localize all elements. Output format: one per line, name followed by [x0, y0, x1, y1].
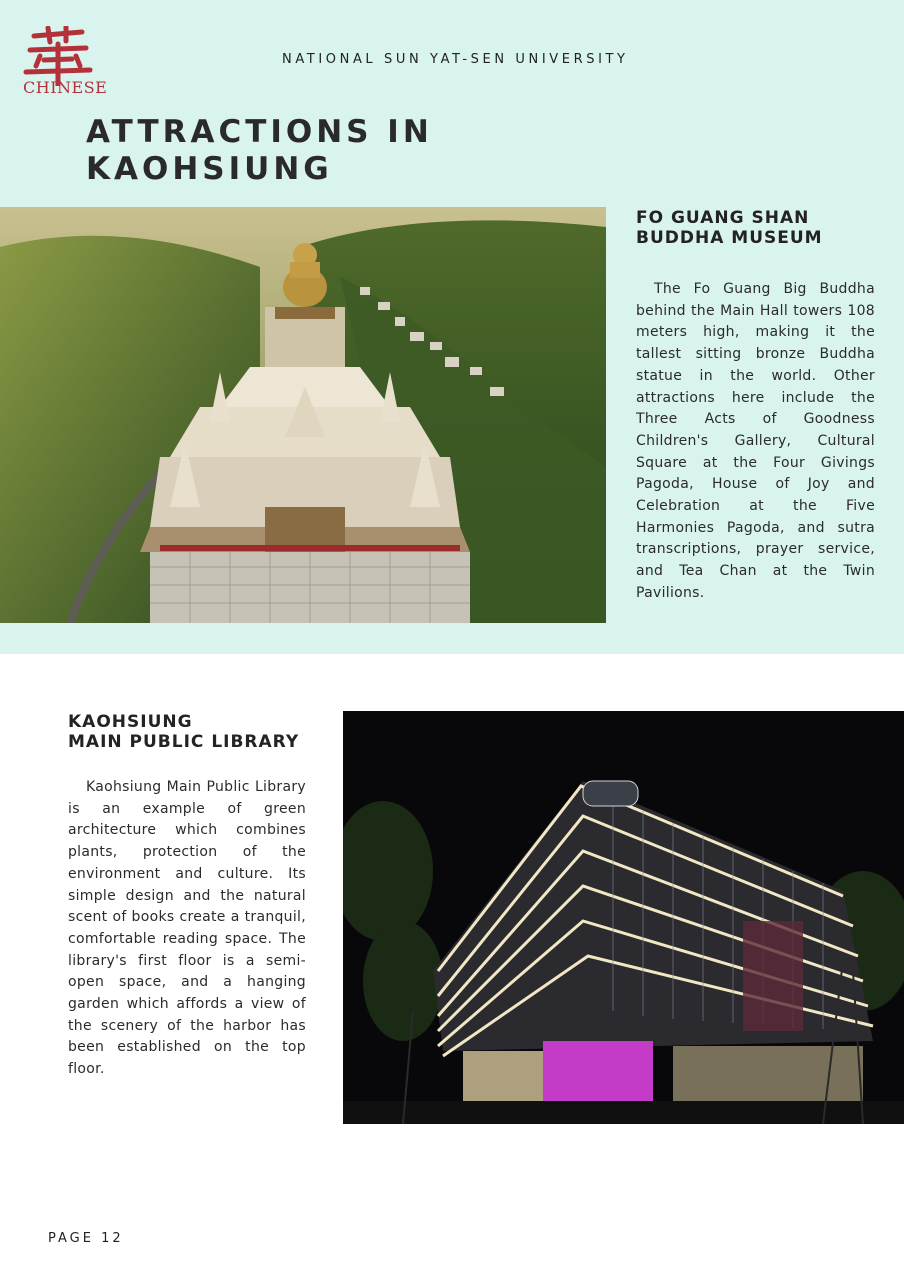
section-body-buddha-museum: The Fo Guang Big Buddha behind the Main Hall towers 108 meters high, making it the tallest sitting bronze Buddha statue in the world. Other attractions here include the Three Acts of Goodness Children's Gallery, Cultural Square at the Four Givings Pagoda, House of Joy and Celebration at the Five Harmonies Pagoda, and sutra transcriptions, prayer service, and Tea Chan at the Twin Pavilions. [636, 281, 875, 601]
buddha-museum-photo [0, 207, 606, 623]
page-title: ATTRACTIONS IN KAOHSIUNG [86, 114, 433, 187]
section-title-line: BUDDHA MUSEUM [636, 228, 823, 248]
logo-wordmark [23, 78, 107, 97]
hua-character-icon [20, 26, 96, 86]
section-title-buddha-museum [636, 208, 876, 248]
section-body-library: Kaohsiung Main Public Library is an example of green architecture which combines plants, protection of the environment and culture. Its simple design and the natural scent of books create a tranquil, comfortable reading space. The library's first floor is a semi-open space, and a hanging garden which affords a view of the scenery of the harbor has been established on the top floor. [68, 779, 306, 1078]
section-title-line: MAIN PUBLIC LIBRARY [68, 732, 300, 752]
section-title-line: KAOHSIUNG [68, 712, 193, 732]
section-title-library [68, 712, 318, 752]
logo-wordmark-text: CHINESE [23, 78, 108, 97]
library-photo [343, 711, 904, 1124]
page-number: PAGE 12 [48, 1231, 124, 1246]
university-name: NATIONAL SUN YAT-SEN UNIVERSITY [282, 52, 629, 67]
section-title-line: FO GUANG SHAN [636, 208, 810, 228]
